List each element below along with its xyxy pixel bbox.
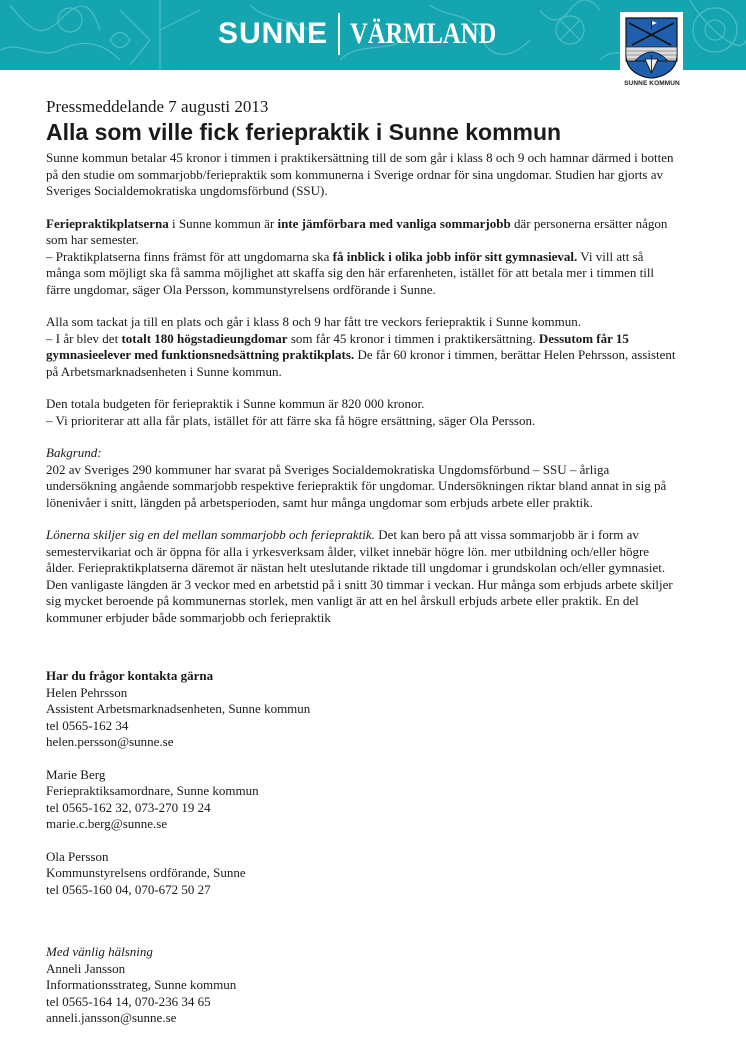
text: – Vi prioriterar att alla får plats, istället för att färre ska få högre ersättning, säger Ola Persson. <box>46 412 536 428</box>
bold-text: få inblick i olika jobb inför sitt gymnasieval. <box>332 248 578 264</box>
brand-sunne: SUNNE <box>218 17 329 50</box>
text: Det kan bero på att vissa sommarjobb är i form av semestervikariat och är öppna för alla i yrkesverksam ålder, vilket innebär högre lön. mer utbildning och/eller högre ålder. Feriepraktikplatserna däremot är nästan helt uteslutande riktade till ungdomar i grundskolan och/eller gymnasiet. Den vanligaste längden är 3 veckor med en arbetstid på i snitt 30 timmar i veckan. Hur många som erbjuds arbete skiljer sig mycket beroende på kommunernas storlek, men vanligt är att en hel årskull erbjuds arbete eller praktik. En del kommuner erbjuder både sommarjobb och feriepraktik <box>46 527 673 625</box>
contact-name: Marie Berg <box>46 766 106 782</box>
contact-role: Kommunstyrelsens ordförande, Sunne <box>46 865 246 880</box>
crest-label: SUNNE KOMMUN <box>624 80 680 87</box>
bold-text: totalt 180 högstadieungdomar <box>121 330 288 346</box>
paragraph-background <box>46 445 676 511</box>
bold-text: inte jämförbara med vanliga sommarjobb <box>277 215 511 231</box>
closing-greeting: Med vänlig hälsning <box>46 944 153 959</box>
paragraph-statistics <box>46 314 676 380</box>
text: Alla som tackat ja till en plats och går i klass 8 och 9 har fått tre veckors feriepraktik i Sunne kommun. <box>46 314 582 329</box>
contact-role: Assistent Arbetsmarknadsenheten, Sunne kommun <box>46 701 311 716</box>
sender-phone: tel 0565-164 14, 070-236 34 65 <box>46 993 211 1009</box>
brand-varmland: VÄRMLAND <box>350 17 497 50</box>
contact-phone: tel 0565-162 32, 073-270 19 24 <box>46 799 211 815</box>
italic-text: Lönerna skiljer sig en del mellan sommarjobb och feriepraktik. <box>46 527 375 542</box>
brand-divider <box>338 13 340 55</box>
paragraph-salaries <box>46 527 676 626</box>
sender-role: Informationsstrateg, Sunne kommun <box>46 977 237 992</box>
text: i Sunne kommun är <box>168 215 278 231</box>
background-heading: Bakgrund: <box>46 445 102 460</box>
contact-role: Feriepraktiksamordnare, Sunne kommun <box>46 783 259 798</box>
contact-email-link[interactable]: helen.persson@sunne.se <box>46 734 174 749</box>
text: De får 60 kronor i timmen, berättar Helen Pehrsson, assistent på Arbetsmarknadsenheten i Sunne kommun. <box>46 347 676 379</box>
signature-block <box>46 944 446 1027</box>
press-release-body <box>46 96 676 642</box>
contacts-section <box>46 668 446 1043</box>
contact-block-marie <box>46 767 446 833</box>
text: som får 45 kronor i timmen i praktikersättning. <box>287 330 539 346</box>
bold-text: Dessutom får 15 gymnasieelever med funktionsnedsättning praktikplats. <box>46 330 629 362</box>
paragraph-budget <box>46 396 676 429</box>
brand-logo <box>218 10 528 58</box>
contact-name: Helen Pehrsson <box>46 684 128 700</box>
text: där personerna ersätter någon som har semester. <box>46 215 668 247</box>
page-title: Alla som ville fick feriepraktik i Sunne kommun <box>46 119 562 145</box>
contact-email-link[interactable]: marie.c.berg@sunne.se <box>46 816 168 831</box>
text: Vi vill att så många som möjligt ska få samma möjlighet att skaffa sig den här erfarenheten, istället för att betala mer i timmen till färre ungdomar, säger Ola Persson, kommunstyrelsens ordförande i Sunne. <box>46 248 655 297</box>
intro-paragraph: Sunne kommun betalar 45 kronor i timmen i praktikersättning till de som går i klass 8 och 9 och hamnar därmed i botten på den studie om sommarjobb/feriepraktik som kommunerna i Sverige ordnar för sina ungdomar. Studien har gjorts av Sveriges Socialdemokratiska ungdomsförbund (SSU). <box>46 150 674 198</box>
contact-phone: tel 0565-160 04, 070-672 50 27 <box>46 881 211 897</box>
sender-name: Anneli Jansson <box>46 960 126 976</box>
text: – Praktikplatserna finns främst för att ungdomarna ska <box>46 248 333 264</box>
contacts-heading: Har du frågor kontakta gärna <box>46 668 214 683</box>
contact-block-helen <box>46 668 446 751</box>
text: Den totala budgeten för feriepraktik i Sunne kommun är 820 000 kronor. <box>46 396 425 411</box>
text: 202 av Sveriges 290 kommuner har svarat på Sveriges Socialdemokratiska Ungdomsförbund – SSU – årliga undersökning angående sommarjobb respektive feriepraktik för ungdomar. Undersökningen riktar bland annat in sig på lönenivåer i snitt, längden på arbetsperioden, samt hur många ungdomar som erbjuds arbete eller praktik. <box>46 461 667 510</box>
sender-email-link[interactable]: anneli.jansson@sunne.se <box>46 1010 177 1025</box>
contact-phone: tel 0565-162 34 <box>46 717 129 733</box>
text: – I år blev det <box>46 330 122 346</box>
bold-text: Feriepraktikplatserna <box>46 215 169 231</box>
contact-name: Ola Persson <box>46 848 109 864</box>
paragraph-praktikplatser <box>46 216 676 299</box>
coat-of-arms-icon <box>625 17 678 79</box>
contact-block-ola <box>46 849 446 899</box>
press-date: Pressmeddelande 7 augusti 2013 <box>46 97 269 116</box>
